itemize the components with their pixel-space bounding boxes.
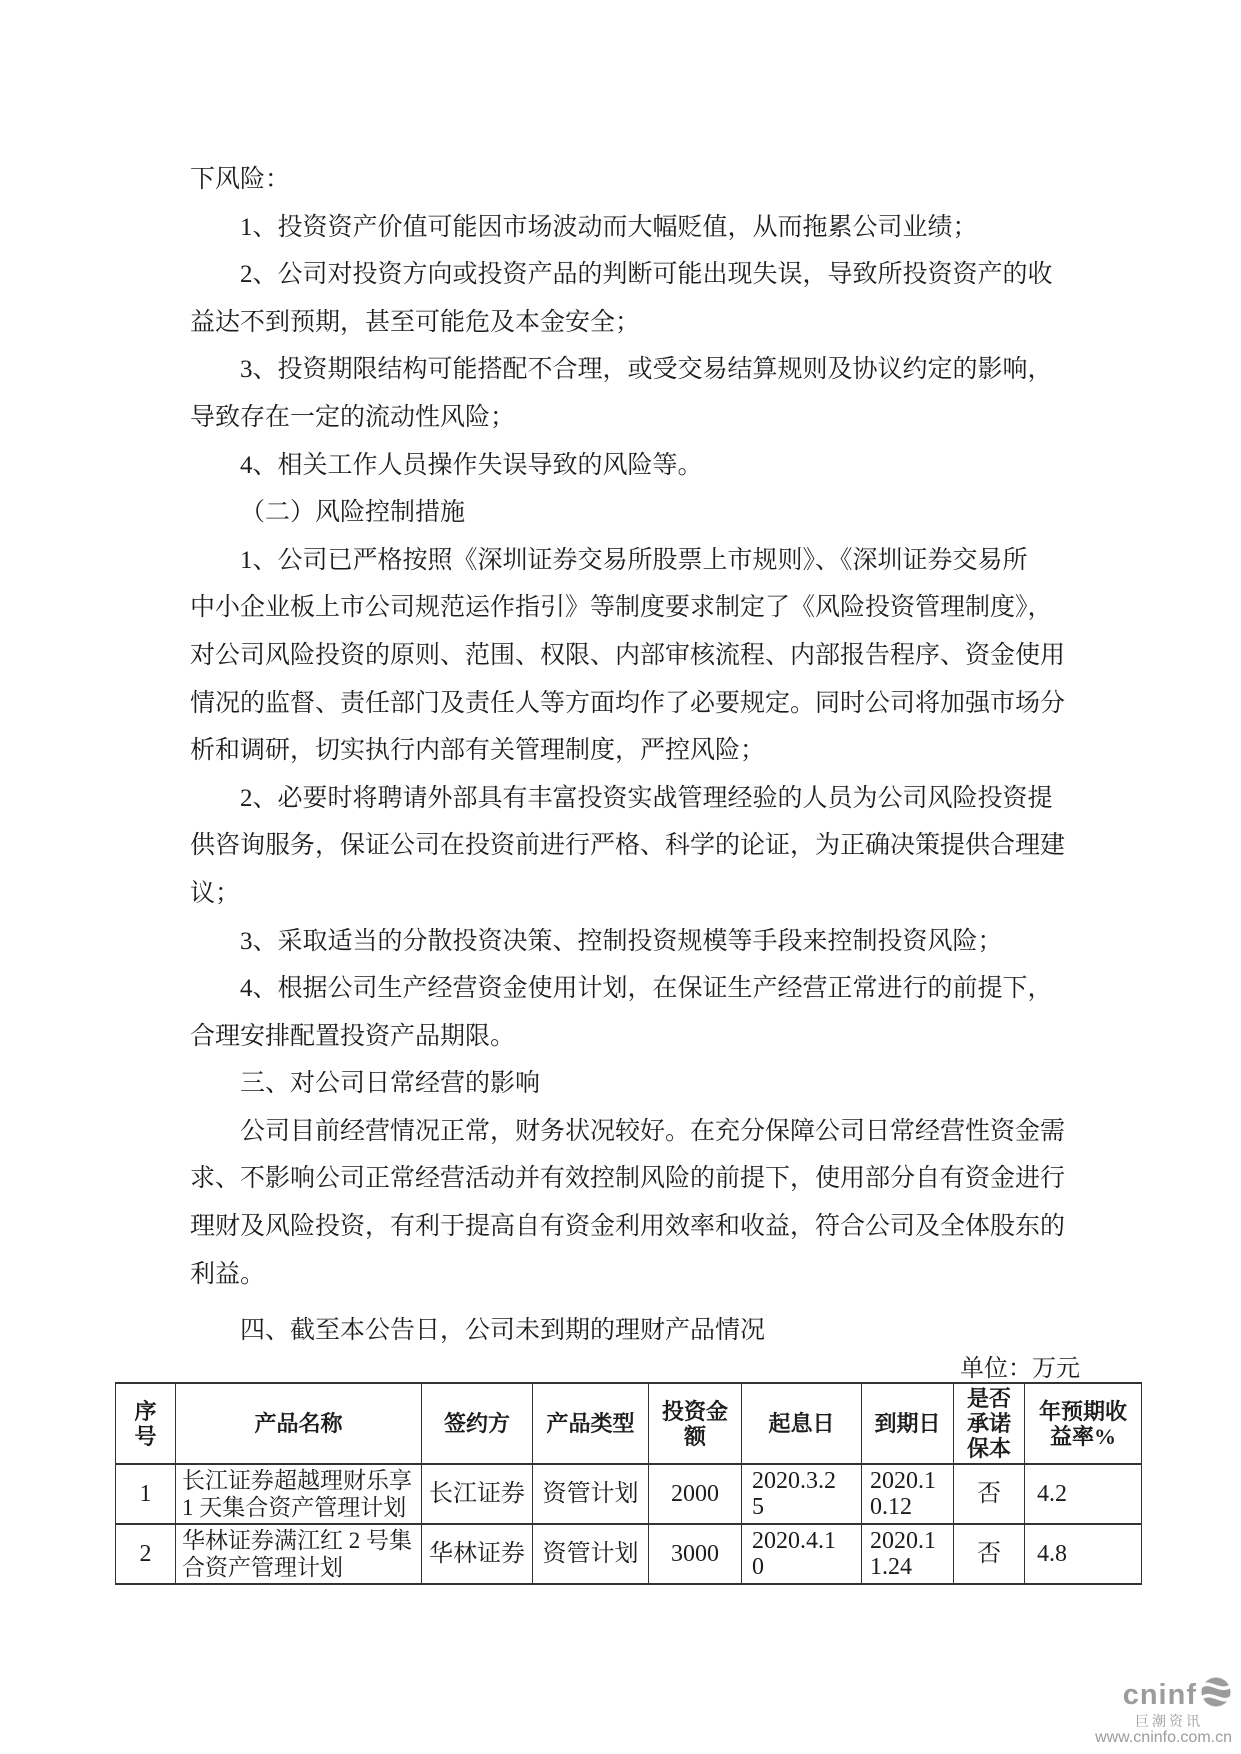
text-line: 1、公司已严格按照《深圳证券交易所股票上市规则》、《深圳证券交易所 <box>240 546 1028 574</box>
text-line: 3、采取适当的分散投资决策、控制投资规模等手段来控制投资风险； <box>240 927 1003 955</box>
text-line: 益达不到预期，甚至可能危及本金安全； <box>190 308 641 336</box>
text-line: 2、公司对投资方向或投资产品的判断可能出现失误，导致所投资资产的收 <box>240 261 1053 289</box>
text-line: 三、对公司日常经营的影响 <box>240 1070 541 1098</box>
text-line: 四、截至本公告日，公司未到期的理财产品情况 <box>240 1317 766 1345</box>
cninfo-watermark <box>1095 1676 1232 1747</box>
text-line: 1、投资资产价值可能因市场波动而大幅贬值，从而拖累公司业绩； <box>240 213 978 241</box>
cell-value_date: 2020.3.25 <box>742 1464 862 1524</box>
cell-guaranteed: 否 <box>954 1524 1025 1584</box>
cell-name: 华林证券满江红 2 号集合资产管理计划 <box>176 1524 422 1584</box>
table-row <box>116 1464 1142 1524</box>
cell-amount: 2000 <box>649 1464 742 1524</box>
text-line: 析和调研，切实执行内部有关管理制度，严控风险； <box>190 737 766 765</box>
column-header: 到期日 <box>862 1383 954 1464</box>
cell-amount: 3000 <box>649 1524 742 1584</box>
cell-maturity_date: 2020.11.24 <box>862 1524 954 1584</box>
column-header: 序号 <box>116 1383 176 1464</box>
cell-guaranteed: 否 <box>954 1464 1025 1524</box>
text-line: 4、相关工作人员操作失误导致的风险等。 <box>240 451 703 479</box>
column-header: 年预期收益率% <box>1025 1383 1142 1464</box>
cell-maturity_date: 2020.10.12 <box>862 1464 954 1524</box>
column-header: 投资金额 <box>649 1383 742 1464</box>
text-line: （二）风险控制措施 <box>240 499 466 527</box>
text-line: 供咨询服务，保证公司在投资前进行严格、科学的论证，为正确决策提供合理建 <box>190 832 1066 860</box>
cell-value_date: 2020.4.10 <box>742 1524 862 1584</box>
text-line: 3、投资期限结构可能搭配不合理，或受交易结算规则及协议约定的影响， <box>240 356 1053 384</box>
table-header-row <box>116 1383 1142 1464</box>
text-line: 公司目前经营情况正常，财务状况较好。在充分保障公司日常经营性资金需 <box>240 1117 1066 1145</box>
column-header: 签约方 <box>422 1383 533 1464</box>
wealth-products-table <box>115 1382 1142 1585</box>
cell-type: 资管计划 <box>533 1524 649 1584</box>
text-line: 议； <box>190 879 241 907</box>
column-header: 产品名称 <box>176 1383 422 1464</box>
text-line: 2、必要时将聘请外部具有丰富投资实战管理经验的人员为公司风险投资提 <box>240 784 1053 812</box>
text-line: 合理安排配置投资产品期限。 <box>190 1022 516 1050</box>
cell-name: 长江证券超越理财乐享 1 天集合资产管理计划 <box>176 1464 422 1524</box>
text-line: 中小企业板上市公司规范运作指引》等制度要求制定了《风险投资管理制度》， <box>190 594 1053 622</box>
text-line: 利益。 <box>190 1260 266 1288</box>
text-line: 下风险： <box>190 166 291 193</box>
cell-type: 资管计划 <box>533 1464 649 1524</box>
cninfo-brand-text: cninf <box>1122 1678 1197 1711</box>
column-header: 是否承诺保本 <box>954 1383 1025 1464</box>
text-line: 对公司风险投资的原则、范围、权限、内部审核流程、内部报告程序、资金使用 <box>190 641 1066 669</box>
text-line: 导致存在一定的流动性风险； <box>190 403 516 431</box>
cninfo-url: www.cninfo.com.cn <box>1095 1729 1232 1746</box>
table-row <box>116 1524 1142 1584</box>
cell-expected_rate: 4.2 <box>1025 1464 1142 1524</box>
text-line: 4、根据公司生产经营资金使用计划，在保证生产经营正常进行的前提下， <box>240 975 1053 1003</box>
unit-label: 单位：万元 <box>960 1355 1080 1382</box>
cell-party: 华林证券 <box>422 1524 533 1584</box>
cell-seq: 1 <box>116 1464 176 1524</box>
text-line: 理财及风险投资，有利于提高自有资金利用效率和收益，符合公司及全体股东的 <box>190 1213 1066 1241</box>
text-line: 求、不影响公司正常经营活动并有效控制风险的前提下，使用部分自有资金进行 <box>190 1165 1066 1193</box>
cell-party: 长江证券 <box>422 1464 533 1524</box>
cell-expected_rate: 4.8 <box>1025 1524 1142 1584</box>
document-body <box>190 156 1080 1383</box>
column-header: 起息日 <box>742 1383 862 1464</box>
column-header: 产品类型 <box>533 1383 649 1464</box>
cninfo-globe-icon <box>1200 1676 1232 1713</box>
cninfo-chinese-name: 巨潮资讯 <box>1135 1713 1203 1729</box>
text-line: 情况的监督、责任部门及责任人等方面均作了必要规定。同时公司将加强市场分 <box>190 689 1066 717</box>
cell-seq: 2 <box>116 1524 176 1584</box>
